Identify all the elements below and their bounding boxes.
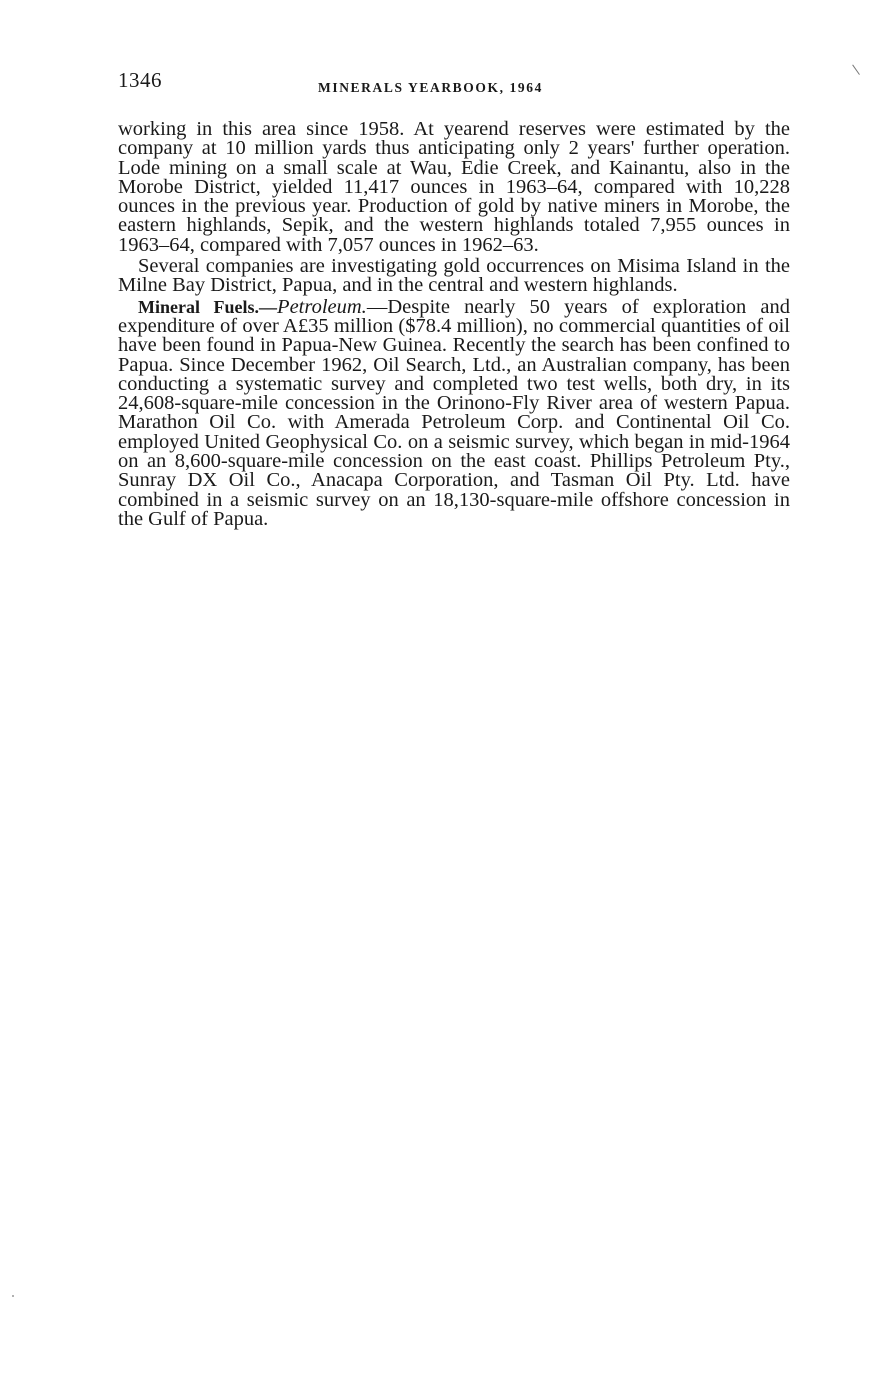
paragraph-petroleum	[118, 295, 791, 530]
paragraph-gold-production	[118, 120, 790, 255]
scan-speck	[12, 1295, 14, 1297]
paragraph-text: —Despite nearly 50 years of exploration and expenditure of over A£35 million ($78.4 million), no commercial quantities of oil have been found in Papua-New Guinea. Recently the search has been confined to Papua. Since December 1962, Oil Search, Ltd., an Australian company, has been conducting a systematic survey and completed two test wells, both dry, in its 24,608-square-mile concession in the Orinono-Fly River area of western Papua. Marathon Oil Co. with Amerada Petroleum Corp. and Continental Oil Co. employed United Geophysical Co. on a seismic survey, which began in mid-1964 on an 8,600-square-mile concession on the east coast. Phillips Petroleum Pty., Sunray DX Oil Co., Anacapa Corporation, and Tasman Oil Pty. Ltd. have combined in a seismic survey on an 18,130-square-mile offshore concession in the Gulf of Papua.	[118, 295, 791, 530]
section-heading: Mineral Fuels.—	[138, 296, 278, 317]
paragraph-text: working in this area since 1958. At yearend reserves were estimated by the company at 10 million yards thus anticipating only 2 years' further operation. Lode mining on a small scale at Wau, Edie Creek, and Kainantu, also in the Morobe District, yielded 11,417 ounces in 1963–64, compared with 10,228 ounces in the previous year. Production of gold by native miners in Morobe, the eastern highlands, Sepik, and the western highlands totaled 7,955 ounces in 1963–64, compared with 7,057 ounces in 1962–63.	[118, 118, 790, 256]
subsection-heading: Petroleum.	[277, 295, 367, 318]
paragraph-gold-investigation	[118, 257, 790, 296]
body-text	[118, 120, 790, 529]
paragraph-text: Several companies are investigating gold occurrences on Misima Island in the Milne Bay District, Papua, and in the central and western highlands.	[118, 255, 790, 297]
scan-mark	[852, 61, 865, 75]
running-title: MINERALS YEARBOOK, 1964	[318, 80, 543, 95]
page-number: 1346	[118, 68, 162, 92]
